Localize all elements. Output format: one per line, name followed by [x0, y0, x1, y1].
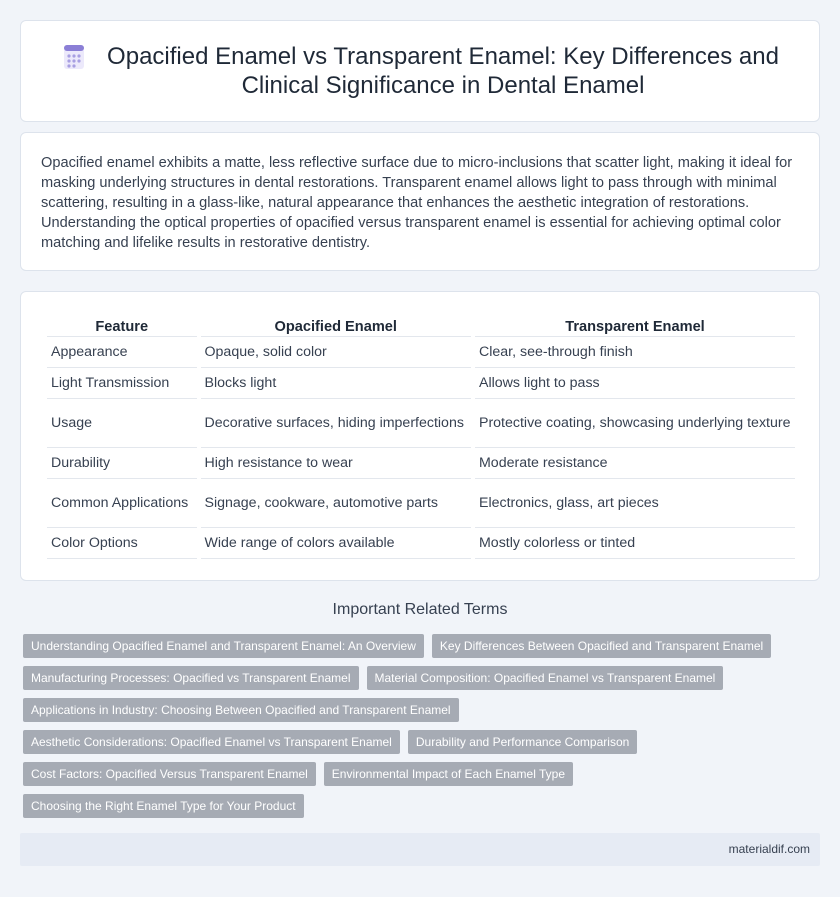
table-row — [47, 399, 795, 448]
table-cell-feature: Durability — [47, 448, 197, 479]
table-row — [47, 337, 795, 368]
tag-row — [23, 730, 813, 754]
table-row — [47, 448, 795, 479]
table-cell-transparent: Clear, see-through finish — [475, 337, 795, 368]
table-cell-feature: Color Options — [47, 528, 197, 559]
table-cell-transparent: Mostly colorless or tinted — [475, 528, 795, 559]
column-header-opacified: Opacified Enamel — [201, 312, 471, 337]
tag-row — [23, 666, 813, 690]
tag-row — [23, 794, 813, 818]
page-title: Opacified Enamel vs Transparent Enamel: Key Differences and Clinical Significance in Dental Enamel — [107, 43, 779, 99]
table-cell-opacified: Decorative surfaces, hiding imperfections — [201, 399, 471, 448]
related-term-link[interactable]: Understanding Opacified Enamel and Transparent Enamel: An Overview — [23, 634, 424, 658]
table-row — [47, 368, 795, 399]
table-row — [47, 528, 795, 559]
table-header-row — [47, 312, 795, 337]
table-cell-feature: Light Transmission — [47, 368, 197, 399]
table-cell-opacified: Blocks light — [201, 368, 471, 399]
tag-row — [23, 762, 813, 786]
related-term-link[interactable]: Choosing the Right Enamel Type for Your Product — [23, 794, 304, 818]
table-cell-transparent: Electronics, glass, art pieces — [475, 479, 795, 528]
table-cell-opacified: Signage, cookware, automotive parts — [201, 479, 471, 528]
intro-paragraph: Opacified enamel exhibits a matte, less reflective surface due to micro-inclusions that scatter light, making it ideal for masking underlying structures in dental restorations. Transparent enamel allows light to pass through with minimal scattering, resulting in a glass-like, natural appearance that enhances the aesthetic integration of restorations. Understanding the optical properties of opacified versus transparent enamel is essential for achieving optimal color matching and lifelike results in restorative dentistry. — [41, 155, 793, 251]
related-term-link[interactable]: Cost Factors: Opacified Versus Transparent Enamel — [23, 762, 316, 786]
column-header-transparent: Transparent Enamel — [475, 312, 795, 337]
table-cell-opacified: High resistance to wear — [201, 448, 471, 479]
related-term-link[interactable]: Environmental Impact of Each Enamel Type — [324, 762, 573, 786]
table-cell-feature: Usage — [47, 399, 197, 448]
comparison-table-card — [20, 291, 820, 581]
related-term-link[interactable]: Manufacturing Processes: Opacified vs Transparent Enamel — [23, 666, 359, 690]
table-cell-feature: Common Applications — [47, 479, 197, 528]
footer-site-link[interactable]: materialdif.com — [728, 842, 810, 856]
document-grid-icon — [61, 44, 87, 70]
title-row — [21, 21, 819, 121]
table-cell-opacified: Wide range of colors available — [201, 528, 471, 559]
related-term-link[interactable]: Durability and Performance Comparison — [408, 730, 637, 754]
related-term-link[interactable]: Key Differences Between Opacified and Transparent Enamel — [432, 634, 771, 658]
tag-row — [23, 634, 813, 658]
table-cell-transparent: Moderate resistance — [475, 448, 795, 479]
related-term-link[interactable]: Material Composition: Opacified Enamel vs Transparent Enamel — [367, 666, 724, 690]
table-row — [47, 479, 795, 528]
table-cell-transparent: Protective coating, showcasing underlying texture — [475, 399, 795, 448]
table-cell-feature: Appearance — [47, 337, 197, 368]
related-terms-tags — [23, 634, 813, 826]
intro-card — [20, 132, 820, 271]
tag-row — [23, 698, 813, 722]
table-cell-transparent: Allows light to pass — [475, 368, 795, 399]
footer — [20, 833, 820, 866]
related-terms-title: Important Related Terms — [332, 601, 508, 618]
header-card — [20, 20, 820, 122]
table-cell-opacified: Opaque, solid color — [201, 337, 471, 368]
column-header-feature: Feature — [47, 312, 197, 337]
related-term-link[interactable]: Aesthetic Considerations: Opacified Enamel vs Transparent Enamel — [23, 730, 400, 754]
related-term-link[interactable]: Applications in Industry: Choosing Between Opacified and Transparent Enamel — [23, 698, 459, 722]
comparison-table — [43, 312, 799, 559]
